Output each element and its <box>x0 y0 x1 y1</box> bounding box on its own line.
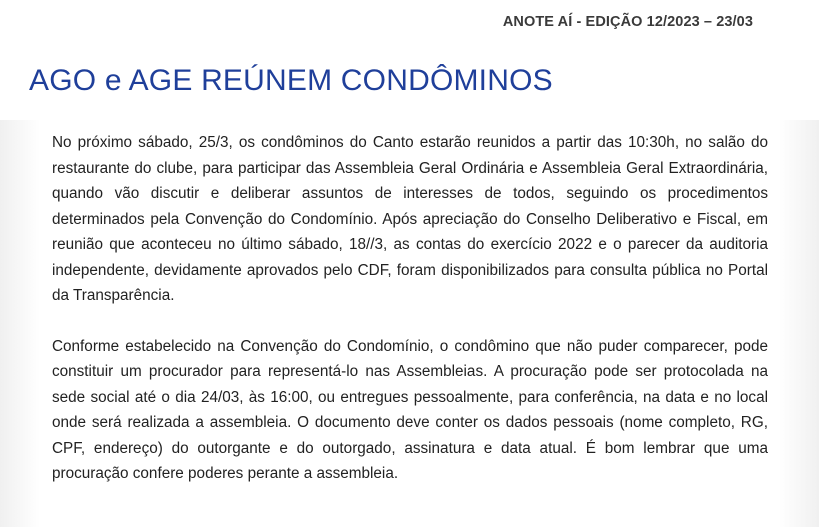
article-title: AGO e AGE REÚNEM CONDÔMINOS <box>29 64 553 97</box>
article-body <box>48 126 772 487</box>
article-paragraph-1: No próximo sábado, 25/3, os condôminos do Canto estarão reunidos a partir das 10:30h, no salão do restaurante do clube, para participar das Assembleia Geral Ordinária e Assembleia Geral Extraordinária, quando vão discutir e deliberar assuntos de interesses de todos, seguindo os procedimentos determinados pela Convenção do Condomínio. Após apreciação do Conselho Deliberativo e Fiscal, em reunião que aconteceu no último sábado, 18//3, as contas do exercício 2022 e o parecer da auditoria independente, devidamente aprovados pelo CDF, foram disponibilizados para consulta pública no Portal da Transparência. <box>52 134 768 304</box>
article-paragraph-2: Conforme estabelecido na Convenção do Condomínio, o condômino que não puder comparecer, pode constituir um procurador para representá-lo nas Assembleias. A procuração pode ser protocolada na sede social até o dia 24/03, às 16:00, ou entregues pessoalmente, para conferência, na data e no local onde será realizada a assembleia. O documento deve conter os dados pessoais (nome completo, RG, CPF, endereço) do outorgante e do outorgado, assinatura e data atual. É bom lembrar que uma procuração confere poderes perante a assembleia. <box>52 337 768 482</box>
edition-header: ANOTE AÍ - EDIÇÃO 12/2023 – 23/03 <box>502 14 753 30</box>
